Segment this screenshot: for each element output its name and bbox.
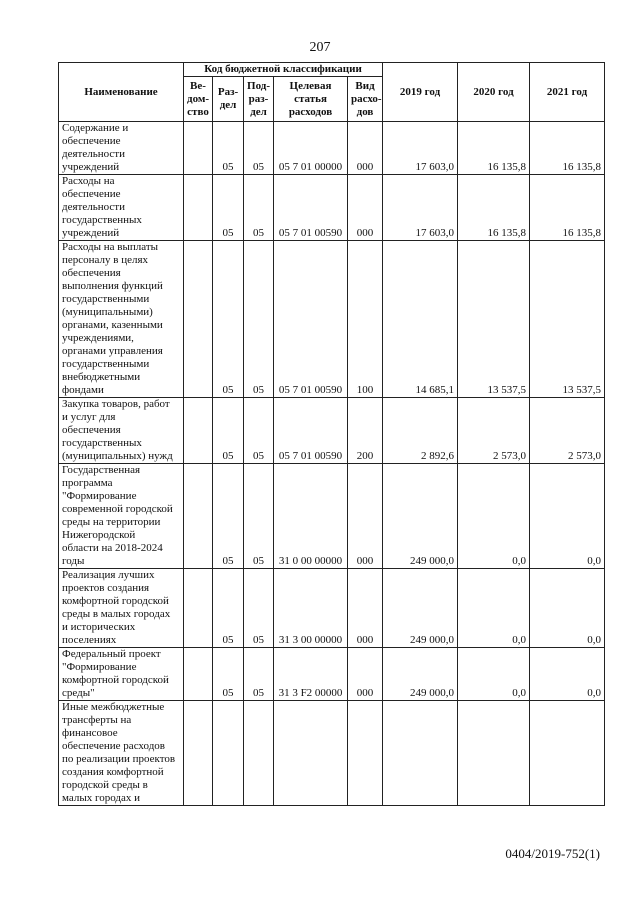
- row-2021: 0,0: [530, 569, 605, 648]
- row-podrazdel: 05: [244, 398, 274, 464]
- row-name: Содержание и обеспечение деятельности учреждений: [59, 122, 184, 175]
- row-2020: [458, 701, 530, 806]
- row-vid: 100: [348, 241, 383, 398]
- header-razdel: Раз- дел: [213, 77, 244, 122]
- table-row: [59, 241, 605, 398]
- row-vid: 000: [348, 464, 383, 569]
- row-vedomstvo: [184, 648, 213, 701]
- row-name: Закупка товаров, работ и услуг для обеспечения государственных (муниципальных) нужд: [59, 398, 184, 464]
- row-2020: 16 135,8: [458, 175, 530, 241]
- row-2019: [383, 701, 458, 806]
- row-razdel: 05: [213, 569, 244, 648]
- row-podrazdel: 05: [244, 122, 274, 175]
- header-podrazdel: Под- раз- дел: [244, 77, 274, 122]
- row-vid: 000: [348, 175, 383, 241]
- table-row: [59, 569, 605, 648]
- row-podrazdel: 05: [244, 648, 274, 701]
- page-number: 207: [309, 40, 331, 55]
- row-2020: 0,0: [458, 648, 530, 701]
- row-vid: 000: [348, 648, 383, 701]
- row-name: Иные межбюджетные трансферты на финансовое обеспечение расходов по реализации проектов создания комфортной городской среды в малых городах и: [59, 701, 184, 806]
- row-razdel: [213, 701, 244, 806]
- row-2019: 14 685,1: [383, 241, 458, 398]
- row-name: Расходы на выплаты персоналу в целях обеспечения выполнения функций государственными (муниципальными) органами, казенными учреждениями, органами управления государственными внебюджетными фондами: [59, 241, 184, 398]
- table-row: [59, 701, 605, 806]
- row-target: [274, 701, 348, 806]
- row-2021: 13 537,5: [530, 241, 605, 398]
- row-vid: 000: [348, 569, 383, 648]
- row-2021: [530, 701, 605, 806]
- row-2019: 249 000,0: [383, 569, 458, 648]
- table-row: [59, 464, 605, 569]
- table-row: [59, 398, 605, 464]
- header-target: Целевая статья расходов: [274, 77, 348, 122]
- row-razdel: 05: [213, 464, 244, 569]
- header-name: Наименование: [59, 63, 184, 122]
- row-target: 05 7 01 00000: [274, 122, 348, 175]
- table-row: [59, 648, 605, 701]
- header-code-group: Код бюджетной классификации: [184, 63, 383, 77]
- row-target: 31 3 F2 00000: [274, 648, 348, 701]
- row-name: Расходы на обеспечение деятельности государственных учреждений: [59, 175, 184, 241]
- table-row: [59, 175, 605, 241]
- row-name: Государственная программа "Формирование современной городской среды на территории Нижегородской области на 2018-2024 годы: [59, 464, 184, 569]
- row-2020: 0,0: [458, 569, 530, 648]
- row-target: 05 7 01 00590: [274, 398, 348, 464]
- budget-table: [58, 62, 605, 806]
- row-target: 05 7 01 00590: [274, 241, 348, 398]
- row-razdel: 05: [213, 241, 244, 398]
- row-vid: 200: [348, 398, 383, 464]
- row-target: 05 7 01 00590: [274, 175, 348, 241]
- header-vedomstvo: Ве- дом- ство: [184, 77, 213, 122]
- row-2019: 249 000,0: [383, 648, 458, 701]
- row-razdel: 05: [213, 175, 244, 241]
- table-row: [59, 122, 605, 175]
- row-2019: 17 603,0: [383, 175, 458, 241]
- row-vid: 000: [348, 122, 383, 175]
- row-vedomstvo: [184, 122, 213, 175]
- row-name: Федеральный проект "Формирование комфортной городской среды": [59, 648, 184, 701]
- row-vedomstvo: [184, 175, 213, 241]
- row-podrazdel: 05: [244, 569, 274, 648]
- document-number: 0404/2019-752(1): [505, 846, 600, 861]
- row-vid: [348, 701, 383, 806]
- row-2019: 2 892,6: [383, 398, 458, 464]
- row-2021: 16 135,8: [530, 122, 605, 175]
- row-2021: 0,0: [530, 464, 605, 569]
- row-vedomstvo: [184, 398, 213, 464]
- header-2020: 2020 год: [458, 63, 530, 122]
- row-target: 31 0 00 00000: [274, 464, 348, 569]
- header-2019: 2019 год: [383, 63, 458, 122]
- row-target: 31 3 00 00000: [274, 569, 348, 648]
- row-2021: 2 573,0: [530, 398, 605, 464]
- row-podrazdel: 05: [244, 241, 274, 398]
- row-2021: 0,0: [530, 648, 605, 701]
- row-podrazdel: 05: [244, 464, 274, 569]
- row-razdel: 05: [213, 398, 244, 464]
- row-podrazdel: 05: [244, 175, 274, 241]
- row-podrazdel: [244, 701, 274, 806]
- row-2020: 0,0: [458, 464, 530, 569]
- row-2019: 17 603,0: [383, 122, 458, 175]
- row-vedomstvo: [184, 464, 213, 569]
- row-2020: 16 135,8: [458, 122, 530, 175]
- row-name: Реализация лучших проектов создания комфортной городской среды в малых городах и исторических поселениях: [59, 569, 184, 648]
- row-vedomstvo: [184, 701, 213, 806]
- row-vedomstvo: [184, 241, 213, 398]
- header-vid: Вид расхо- дов: [348, 77, 383, 122]
- row-vedomstvo: [184, 569, 213, 648]
- row-2021: 16 135,8: [530, 175, 605, 241]
- row-razdel: 05: [213, 648, 244, 701]
- row-2020: 2 573,0: [458, 398, 530, 464]
- row-razdel: 05: [213, 122, 244, 175]
- header-2021: 2021 год: [530, 63, 605, 122]
- row-2020: 13 537,5: [458, 241, 530, 398]
- row-2019: 249 000,0: [383, 464, 458, 569]
